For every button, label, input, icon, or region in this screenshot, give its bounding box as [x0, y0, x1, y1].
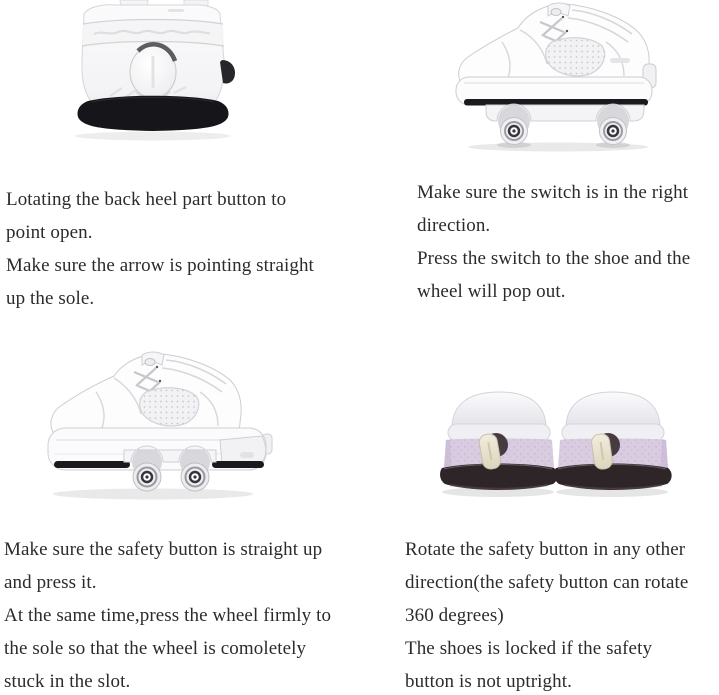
figure-heel-pair-buttons — [428, 382, 690, 502]
figure-sneaker-wheels-retracted — [38, 350, 280, 502]
caption-line: Lotating the back heel part button to — [6, 189, 287, 210]
caption-line: the sole so that the wheel is comoletely — [4, 638, 307, 659]
caption-step-switch-direction — [417, 176, 690, 308]
caption-line: Rotate the safety button in any other — [405, 539, 686, 560]
caption-line: 360 degrees) — [405, 605, 504, 626]
caption-step-locate-button — [6, 183, 314, 315]
caption-line: button is not uptright. — [405, 671, 572, 692]
caption-line: point open. — [6, 222, 93, 243]
caption-line: wheel will pop out. — [417, 281, 566, 302]
sneaker-wheels-out-photo — [448, 0, 660, 152]
caption-line: direction(the safety button can rotate — [405, 572, 689, 593]
figure-heel-button-closeup — [58, 0, 248, 150]
caption-line: up the sole. — [6, 288, 95, 309]
caption-line: Press the switch to the shoe and the — [417, 248, 691, 269]
figure-sneaker-wheels-out — [448, 0, 660, 152]
caption-line: Make sure the arrow is pointing straight — [6, 255, 314, 276]
caption-step-rotate-lock — [405, 533, 688, 695]
caption-line: Make sure the switch is in the right — [417, 182, 689, 203]
caption-line: At the same time,press the wheel firmly to — [4, 605, 332, 626]
caption-line: direction. — [417, 215, 491, 236]
heel-pair-rotated-buttons-photo — [428, 382, 690, 502]
caption-step-press-wheel — [4, 533, 331, 695]
caption-line: stuck in the slot. — [4, 671, 131, 692]
caption-line: Make sure the safety button is straight up — [4, 539, 323, 560]
caption-line: and press it. — [4, 572, 97, 593]
caption-line: The shoes is locked if the safety — [405, 638, 653, 659]
heel-safety-button-closeup-photo — [58, 0, 248, 150]
sneaker-wheels-retracted-photo — [38, 350, 280, 502]
